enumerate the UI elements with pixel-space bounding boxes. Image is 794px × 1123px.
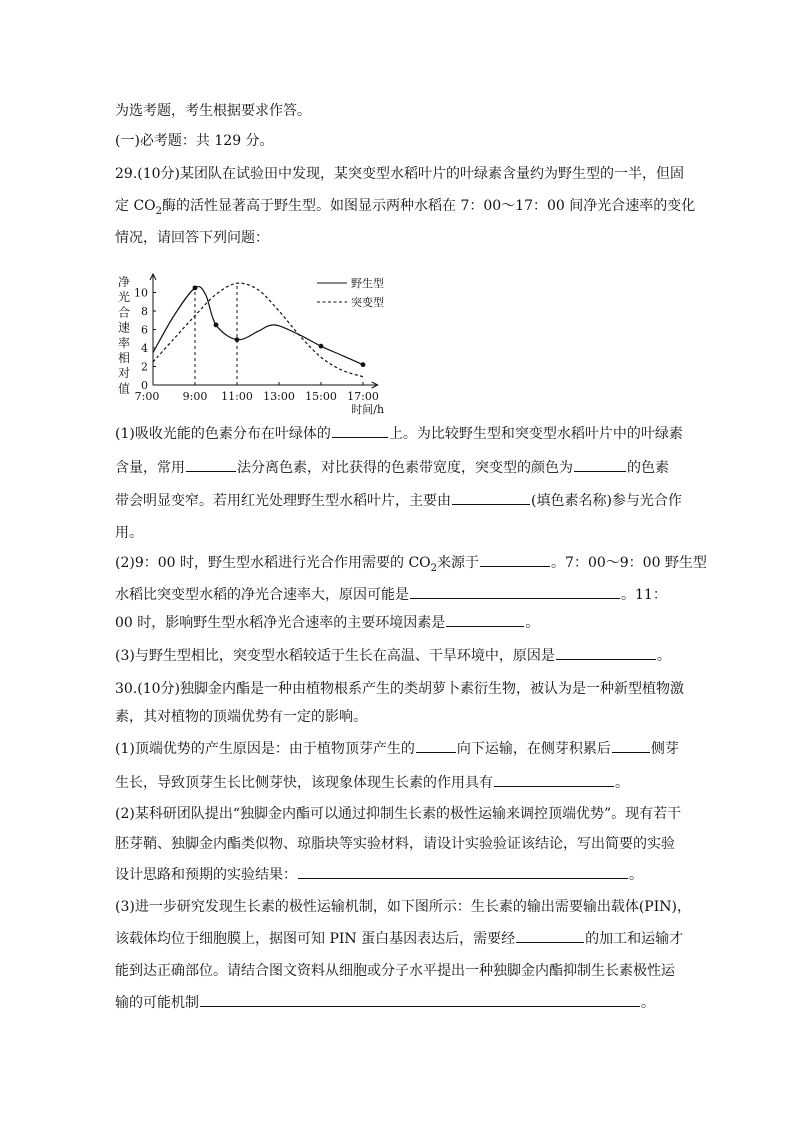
q29-text: 情况，请回答下列问题： [115, 230, 269, 246]
x-axis-label: 时间/h [351, 403, 385, 416]
q30-part3: 该载体均位于细胞膜上，据图可知 PIN 蛋白基因表达后，需要经 的加工和运输才 [115, 928, 680, 950]
q30-part2: 胚芽鞘、独脚金内酯类似物、琼脂块等实验材料，请设计实验验证该结论，写出简要的实验 [115, 836, 675, 852]
q30-part2: 设计思路和预期的实验结果： 。 [115, 864, 680, 886]
x-tick-label: 7:00 [134, 390, 160, 403]
answer-blank[interactable] [452, 490, 530, 505]
q29-part1: 用。 [115, 525, 143, 541]
y-axis-label-char: 对 [117, 366, 131, 381]
answer-blank[interactable] [446, 612, 524, 627]
data-point [319, 344, 324, 349]
answer-blank[interactable] [416, 738, 456, 753]
q30-part3: (3)进一步研究发现生长素的极性运输机制，如下图所示：生长素的输出需要输出载体(PIN)， [115, 899, 691, 915]
chart-ticks [134, 287, 384, 417]
q30-part2: (2)某科研团队提出“独脚金内酯可以通过抑制生长素的极性运输来调控顶端优势”。现有若干 [115, 806, 682, 822]
chart-series [153, 283, 365, 377]
q29-part2: 水稻比突变型水稻的净光合速率大，原因可能是 。11： [115, 584, 680, 606]
y-axis-label [118, 274, 130, 395]
y-tick-label: 2 [141, 360, 148, 374]
y-tick-label: 6 [141, 323, 148, 337]
data-point [235, 337, 240, 342]
answer-blank[interactable] [480, 552, 550, 567]
legend-label: 突变型 [351, 296, 384, 309]
x-tick-label: 9:00 [182, 390, 208, 403]
answer-blank[interactable] [410, 584, 620, 599]
y-axis-label-char: 值 [117, 381, 131, 396]
q30-text: 素，其对植物的顶端优势有一定的影响。 [115, 709, 367, 725]
answer-blank[interactable] [516, 928, 584, 943]
data-point [214, 322, 219, 327]
y-tick-label: 4 [141, 342, 148, 355]
data-point [193, 285, 198, 290]
y-axis-label-char: 光 [117, 290, 131, 305]
wild-type-line [153, 287, 363, 365]
y-axis-label-char: 合 [117, 305, 131, 320]
net-photosynthesis-chart [115, 255, 390, 417]
q29-part2: 00 时，影响野生型水稻净光合速率的主要环境因素是 。 [115, 612, 680, 634]
q30-part3: 输的可能机制 。 [115, 992, 680, 1014]
legend-label: 野生型 [351, 277, 384, 290]
q30-part3: 能到达正确部位。请结合图文资料从细胞或分子水平提出一种独脚金内酯抑制生长素极性运 [115, 963, 675, 979]
mutant-line [153, 283, 363, 377]
q29-part1: (1)吸收光能的色素分布在叶绿体的 上。为比较野生型和突变型水稻叶片中的叶绿素 [115, 423, 680, 445]
x-tick-label: 11:00 [221, 390, 253, 403]
q29-part1: 含量，常用 法分离色素，对比获得的色素带宽度，突变型的颜色为 的色素 [115, 457, 680, 479]
chart-legend [317, 276, 384, 309]
chart-axes [150, 274, 378, 388]
answer-blank[interactable] [612, 738, 650, 753]
q30-part1: (1)顶端优势的产生原因是：由于植物顶芽产生的 向下运输，在侧芽积累后 侧芽 [115, 738, 680, 760]
q29-text: 定 $CO_2$酶的活性显著高于野生型。如图显示两种水稻在 7：00～17：00 间净光合速率的变化 [115, 198, 696, 217]
answer-blank[interactable] [200, 992, 640, 1007]
x-tick-label: 13:00 [263, 390, 295, 403]
y-axis-label-char: 率 [117, 335, 131, 350]
intro-line: (一)必考题：共 129 分。 [115, 133, 274, 149]
q30-text: 30.(10分)独脚金内酯是一种由植物根系产生的类胡萝卜素衍生物，被认为是一种新型植物激 [115, 681, 685, 697]
answer-blank[interactable] [556, 645, 656, 660]
answer-blank[interactable] [186, 457, 236, 472]
answer-blank[interactable] [298, 864, 628, 879]
y-axis-label-char: 相 [117, 351, 131, 365]
x-tick-label: 17:00 [347, 390, 379, 403]
y-tick-label: 8 [141, 305, 148, 318]
y-axis-label-char: 净 [117, 275, 131, 289]
chart-guide-lines [195, 283, 237, 385]
q29-text: 29.(10分)某团队在试验田中发现，某突变型水稻叶片的叶绿素含量约为野生型的一半，但固 [115, 166, 685, 182]
q29-part1: 带会明显变窄。若用红光处理野生型水稻叶片，主要由 (填色素名称)参与光合作 [115, 490, 680, 512]
intro-line: 为选考题，考生根据要求作答。 [115, 103, 311, 119]
y-axis-label-char: 速 [117, 320, 131, 335]
x-tick-label: 15:00 [305, 390, 337, 403]
q30-part1: 生长，导致顶芽生长比侧芽快，该现象体现生长素的作用具有 。 [115, 772, 680, 794]
data-point [361, 362, 366, 367]
answer-blank[interactable] [574, 457, 626, 472]
q29-part3: (3)与野生型相比，突变型水稻较适于生长在高温、干旱环境中，原因是 。 [115, 645, 680, 667]
answer-blank[interactable] [494, 772, 614, 787]
y-tick-label: 0 [141, 379, 148, 392]
answer-blank[interactable] [332, 423, 388, 438]
q29-part2: (2)9：00 时，野生型水稻进行光合作用需要的 $CO_2$来源于 。7：00～9：00 野生型 [115, 552, 680, 580]
y-tick-label: 10 [134, 286, 148, 300]
